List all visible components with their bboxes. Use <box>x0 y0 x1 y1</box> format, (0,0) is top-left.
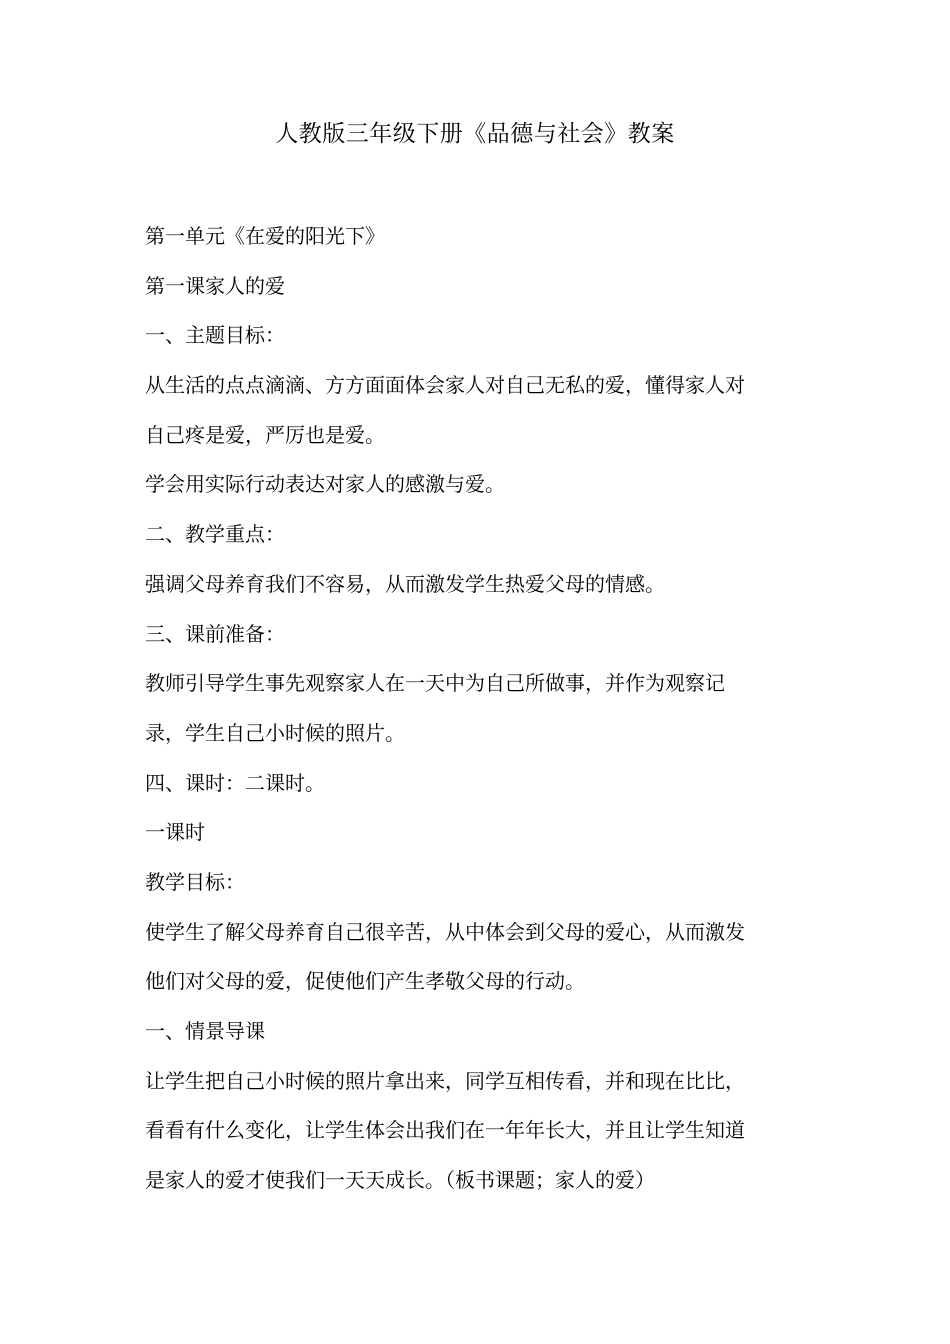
body-line: 学会用实际行动表达对家人的感激与爱。 <box>145 472 505 497</box>
body-line-lesson-heading: 第一课家人的爱 <box>145 273 285 298</box>
body-line: 他们对父母的爱，促使他们产生孝敬父母的行动。 <box>145 969 585 994</box>
body-line-section-heading: 二、教学重点： <box>145 522 285 547</box>
body-line-subheading: 教学目标： <box>145 869 245 894</box>
body-line: 看看有什么变化，让学生体会出我们在一年年长大，并且让学生知道 <box>145 1118 745 1143</box>
document-title: 人教版三年级下册《品德与社会》教案 <box>275 121 675 147</box>
body-line-section-heading: 一、主题目标： <box>145 323 285 348</box>
document-body <box>145 218 815 1212</box>
body-line-unit-heading: 第一单元《在爱的阳光下》 <box>145 224 385 248</box>
body-line-section-heading: 一、情景导课 <box>145 1019 265 1043</box>
body-line: 使学生了解父母养育自己很辛苦，从中体会到父母的爱心，从而激发 <box>145 919 745 944</box>
body-line: 让学生把自己小时候的照片拿出来，同学互相传看，并和现在比比， <box>145 1068 745 1093</box>
body-line: 自己疼是爱，严厉也是爱。 <box>145 422 385 447</box>
body-line-section-heading: 三、课前准备： <box>145 621 285 646</box>
body-line: 录，学生自己小时候的照片。 <box>145 720 405 745</box>
body-line: 从生活的点点滴滴、方方面面体会家人对自己无私的爱，懂得家人对 <box>145 373 745 398</box>
body-line-subheading: 一课时 <box>145 820 205 845</box>
body-line-section-heading: 四、课时：二课时。 <box>145 770 325 795</box>
body-line: 强调父母养育我们不容易，从而激发学生热爱父母的情感。 <box>145 571 665 596</box>
body-line: 是家人的爱才使我们一天天成长。（板书课题；家人的爱） <box>145 1168 655 1193</box>
body-line: 教师引导学生事先观察家人在一天中为自己所做事，并作为观察记 <box>145 671 725 696</box>
